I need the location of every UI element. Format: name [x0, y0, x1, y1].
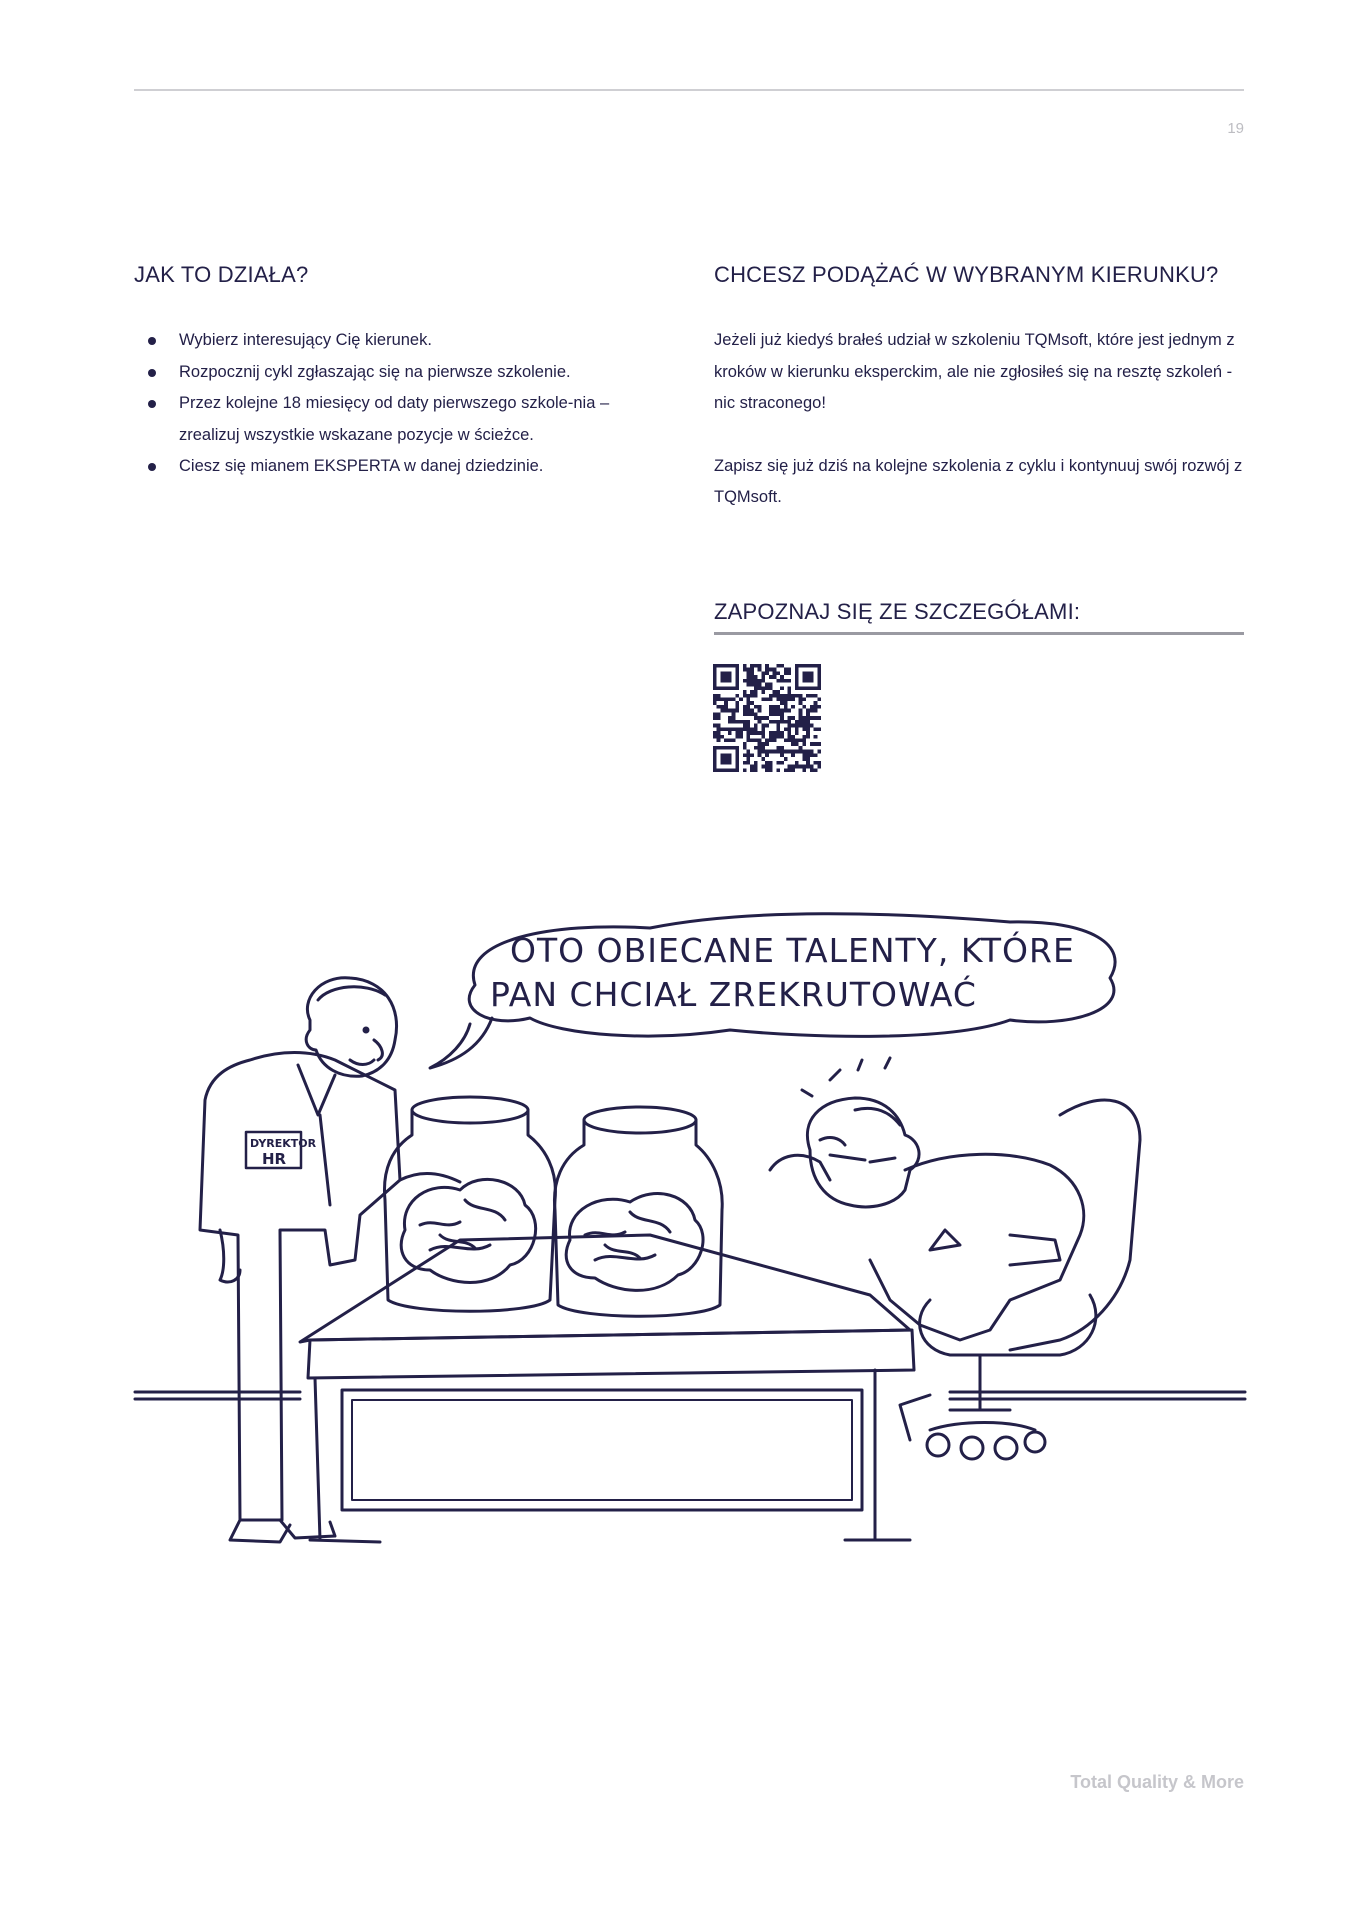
jar-with-brain-left — [384, 1097, 555, 1311]
list-item: Ciesz się mianem EKSPERTA w danej dziedzinie. — [134, 451, 664, 483]
hr-director-figure — [200, 978, 460, 1542]
intro-paragraph: Jeżeli już kiedyś brałeś udział w szkoleniu TQMsoft, które jest jednym z kroków w kierunku eksperckim, ale nie zgłosiłeś się na resztę szkoleń - nic straconego! — [714, 331, 1235, 412]
speech-bubble-line-2: PAN CHCIAŁ ZREKRUTOWAĆ — [490, 975, 977, 1014]
speech-bubble-tail — [430, 1018, 492, 1068]
follow-direction-heading: CHCESZ PODĄŻAĆ W WYBRANYM KIERUNKU? — [714, 262, 1219, 287]
list-item: Wybierz interesujący Cię kierunek. — [134, 325, 664, 357]
how-it-works-heading: JAK TO DZIAŁA? — [134, 262, 309, 287]
top-divider — [134, 89, 1244, 91]
steps-list — [134, 325, 664, 483]
footer-brand: Total Quality & More — [1070, 1772, 1244, 1792]
follow-direction-section — [714, 262, 1244, 514]
dyrektor-hr-badge-line-2: HR — [262, 1150, 287, 1168]
signup-paragraph: Zapisz się już dziś na kolejne szkolenia z cyklu i kontynuuj swój rozwój z TQMsoft. — [714, 456, 1243, 506]
page-number: 19 — [1227, 120, 1244, 137]
details-divider — [714, 632, 1244, 635]
desk — [300, 1235, 914, 1542]
details-heading: ZAPOZNAJ SIĘ ZE SZCZEGÓŁAMI: — [714, 599, 1081, 624]
qr-code[interactable] — [713, 664, 821, 772]
floor-line — [135, 1392, 1245, 1399]
office-chair — [900, 1100, 1140, 1459]
list-item: Przez kolejne 18 miesięcy od daty pierwszego szkole-nia – zrealizuj wszystkie wskazane pozycje w ścieżce. — [134, 388, 664, 451]
list-item: Rozpocznij cykl zgłaszając się na pierwsze szkolenie. — [134, 357, 664, 389]
dyrektor-hr-badge-line-1: DYREKTOR — [250, 1137, 317, 1150]
executive-figure — [770, 1058, 1084, 1340]
jar-with-brain-right — [554, 1107, 722, 1316]
speech-bubble-line-1: OTO OBIECANE TALENTY, KTÓRE — [510, 931, 1075, 970]
how-it-works-section — [134, 262, 664, 483]
cartoon-illustration — [130, 900, 1250, 1580]
